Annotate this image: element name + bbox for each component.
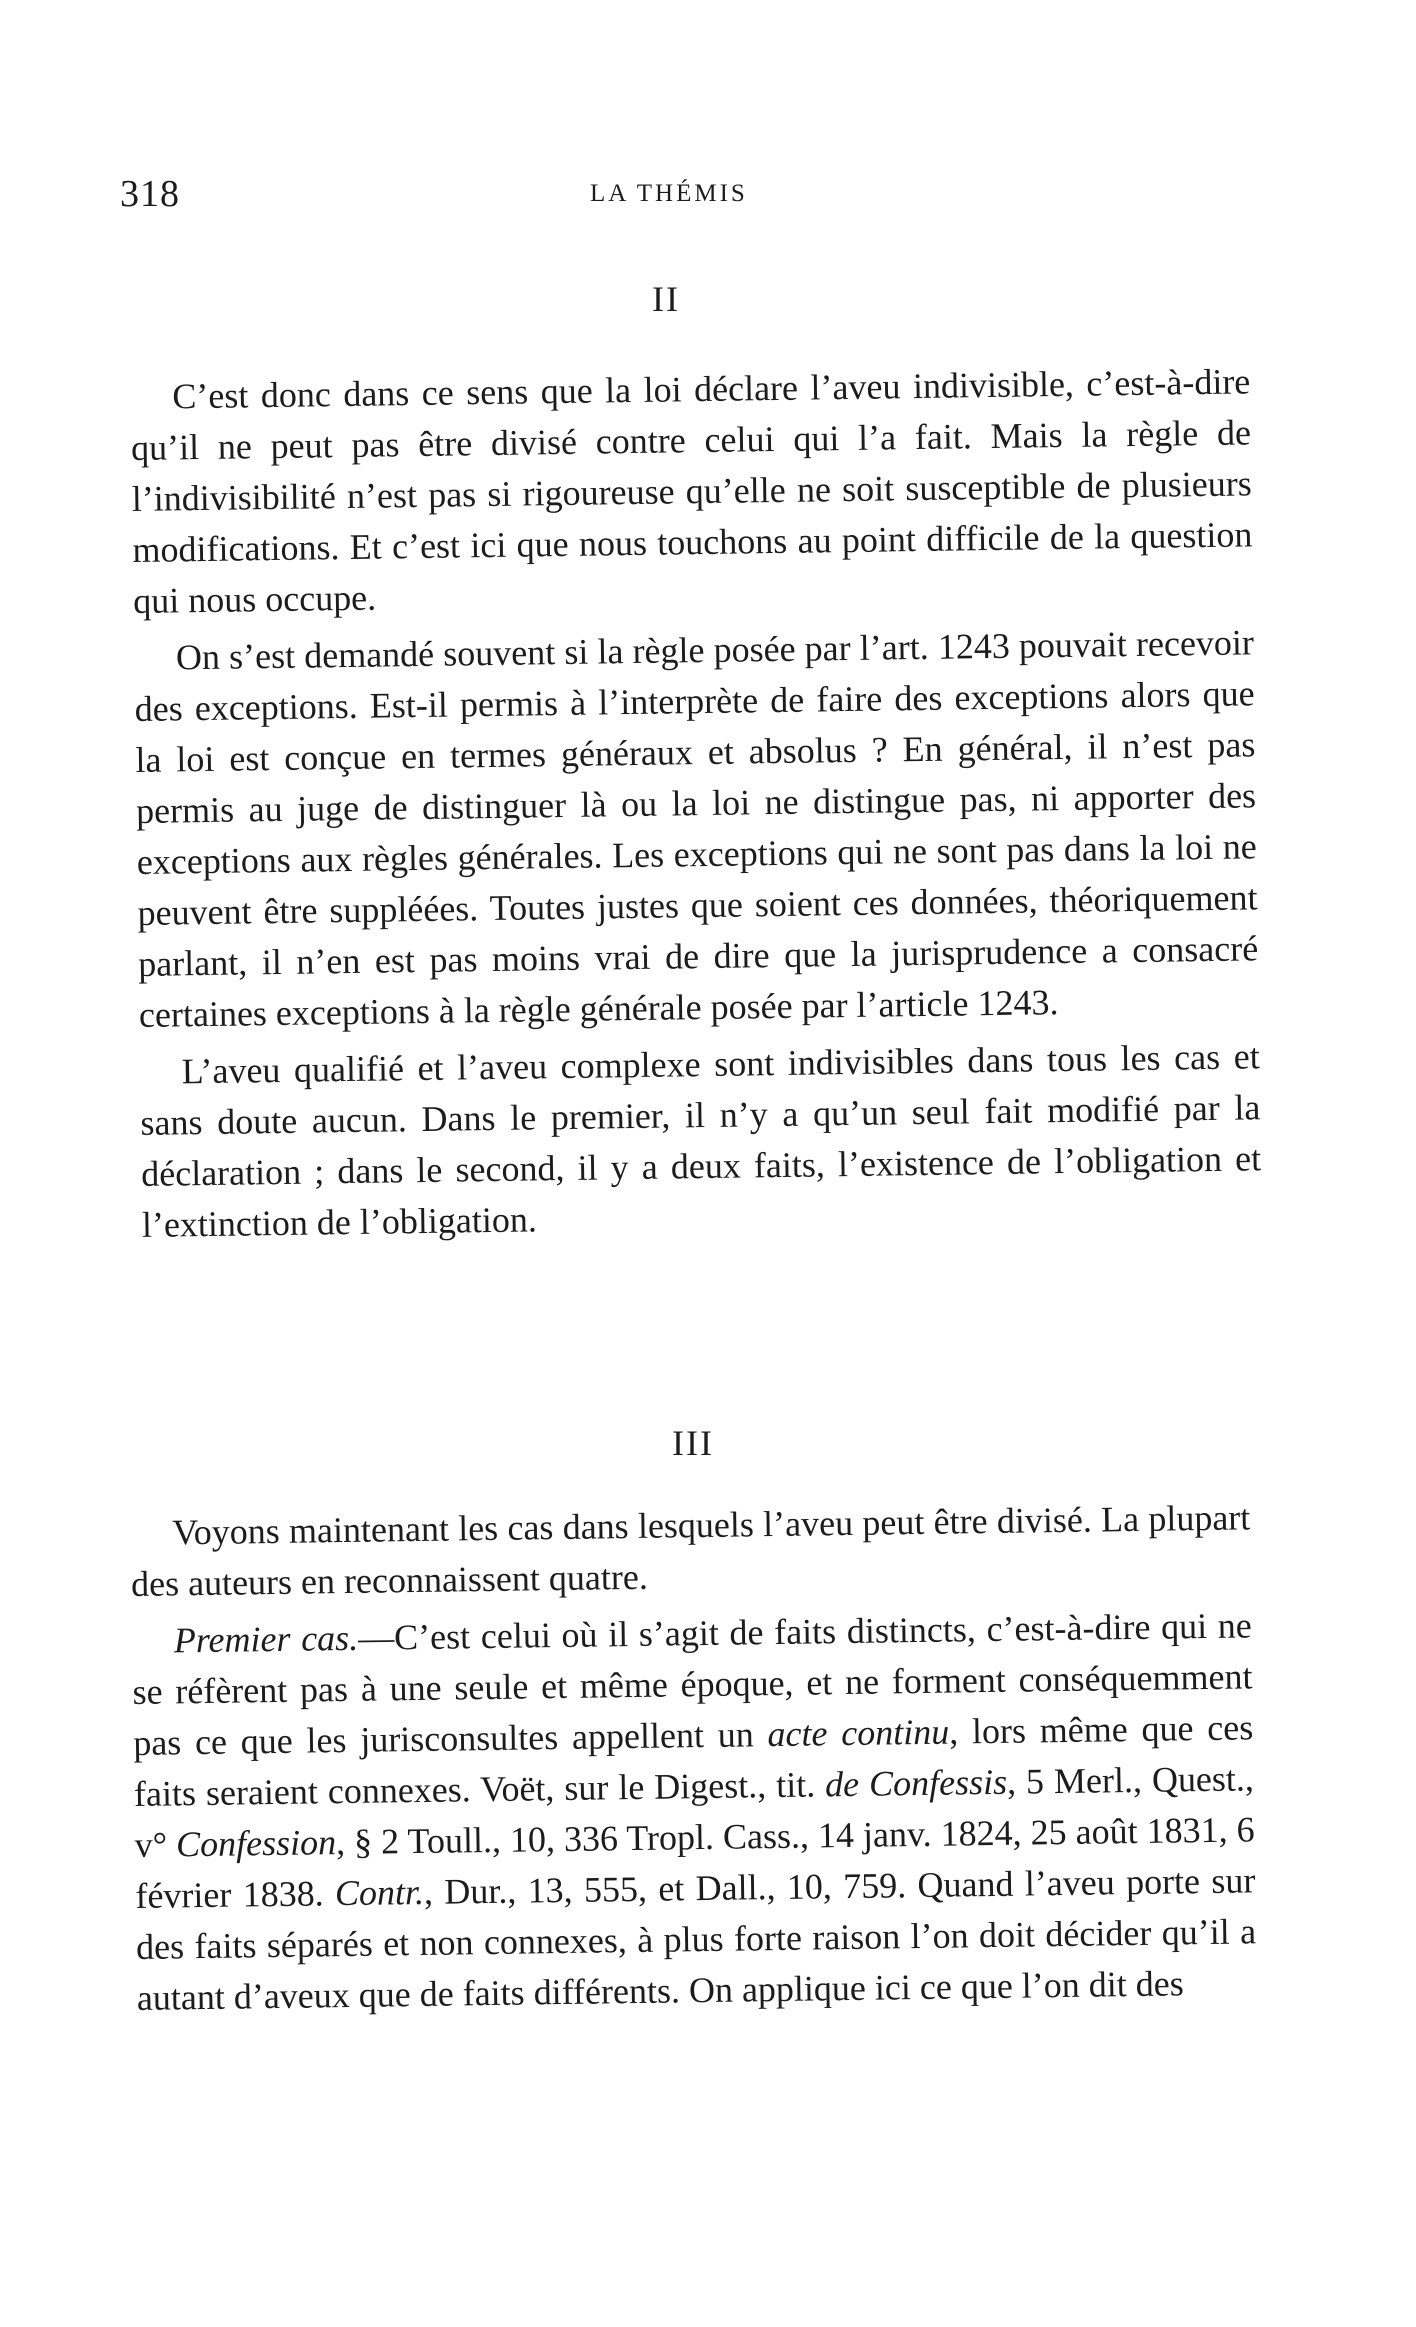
paragraph: Voyons maintenant les cas dans lesquels l’aveu peut être divisé. La plupart des auteurs en reconnaissent quatre. — [130, 1497, 1251, 1604]
text-run: , 5 Merl., Quest., v° — [134, 1758, 1255, 1865]
italic-term: de Confessis — [824, 1761, 1008, 1805]
case-label: Premier cas. — [173, 1617, 359, 1661]
page-number: 318 — [120, 173, 180, 215]
text-run: , § 2 Toull., 10, 336 Tropl. Cass., 14 janv. 1824, 25 août 1831, 6 février 1838. — [135, 1809, 1255, 1916]
page-header — [120, 172, 1260, 222]
text-run: —C’est celui où il s’agit de faits distincts, c’est-à-dire qui ne se réfèrent pas à une seule et même époque, et ne forment conséquemment pas ce que les jurisconsultes appellent un — [132, 1605, 1253, 1763]
paragraph-premier-cas — [132, 1600, 1258, 2024]
running-title: LA THÉMIS — [590, 180, 748, 207]
paragraph: C’est donc dans ce sens que la loi déclare l’aveu indivisible, c’est-à-dire qu’il ne peut pas être divisé contre celui qui l’a fait. Mais la règle de l’indivisibilité n’est pas si rigoureuse qu’elle ne soit susceptible de plusieurs modifications. Et c’est ici que nous touchons au point difficile de la question qui nous occupe. — [130, 361, 1253, 621]
section-3-body — [130, 1492, 1257, 2024]
paragraph: On s’est demandé souvent si la règle posée par l’art. 1243 pouvait recevoir des exceptions. Est-il permis à l’interprète de faire des exceptions alors que la loi est conçue en termes généraux et absolus ? En général, il n’est pas permis au juge de distinguer là ou la loi ne distingue pas, ni apporter des exceptions aux règles générales. Les exceptions qui ne sont pas dans la loi ne peuvent être suppléées. Toutes justes que soient ces données, théoriquement parlant, il n’en est pas moins vrai de dire que la jurisprudence a consacré certaines exceptions à la règle générale posée par l’article 1243. — [134, 622, 1259, 1035]
text-run: , Dur., 13, 555, et Dall., 10, 759. Quand l’aveu porte sur des faits séparés et non connexes, à plus forte raison l’on doit décider qu’il a autant d’aveux que de faits différents. On applique ici ce que l’on dit des — [135, 1860, 1257, 2018]
section-2-body — [130, 356, 1262, 1251]
italic-term: Contr. — [334, 1871, 425, 1914]
text-run: , lors même que ces faits seraient connexes. Voët, sur le Digest., tit. — [133, 1707, 1254, 1814]
section-heading-3: III — [672, 1423, 714, 1463]
italic-term: Confession — [175, 1822, 337, 1865]
paragraph: L’aveu qualifié et l’aveu complexe sont indivisibles dans tous les cas et sans doute aucun. Dans le premier, il n’y a qu’un seul fait modifié par la déclaration ; dans le second, il y a deux faits, l’existence de l’obligation et l’extinction de l’obligation. — [140, 1036, 1262, 1245]
section-heading-2: II — [652, 279, 680, 319]
italic-term: acte continu — [767, 1711, 950, 1755]
